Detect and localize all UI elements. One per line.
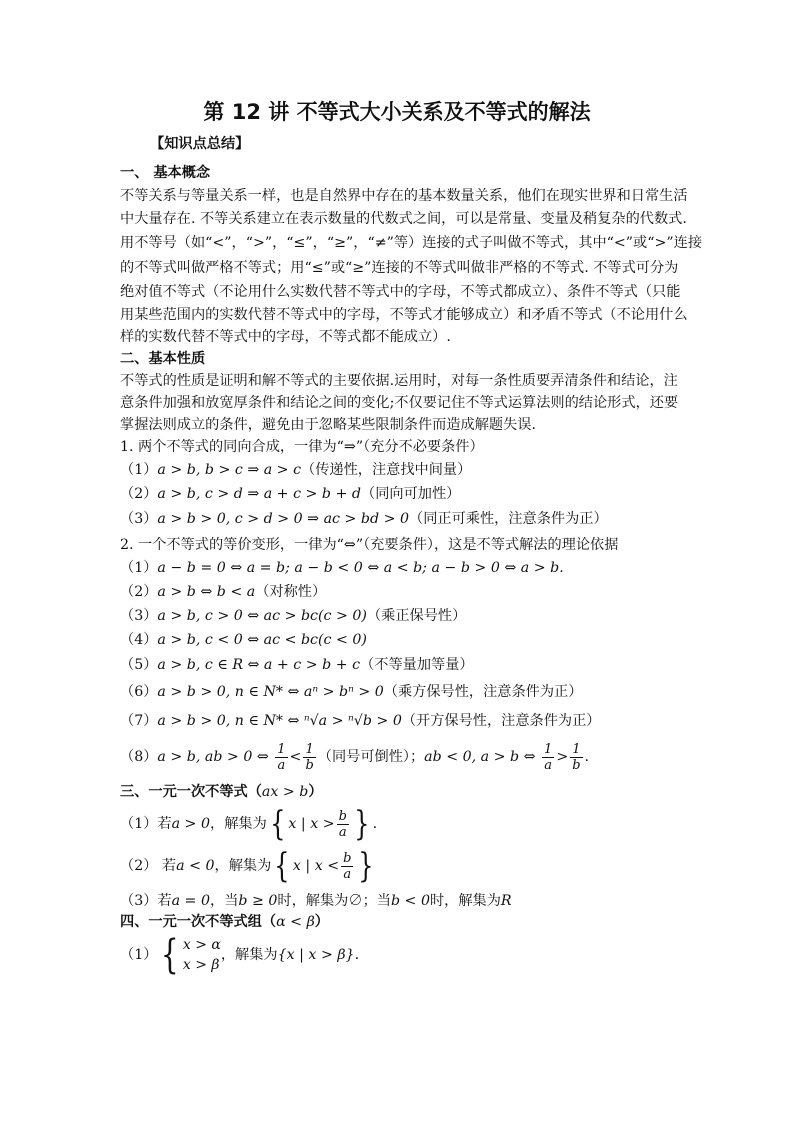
sec1-heading: 一、 基本概念 (120, 165, 211, 181)
sec1-line: 绝对值不等式（不论用什么实数代替不等式中的字母，不等式都成立）、条件不等式（只能 (120, 284, 681, 300)
property-item: （1）a − b = 0 ⇔ a = b; a − b < 0 ⇔ a < b; a − b > 0 ⇔ a > b. (120, 560, 564, 576)
sec1-line: 样的实数代替不等式中的字母，不等式都不能成立）. (120, 329, 451, 345)
sec3-item-1: （1）若a > 0，解集为 { x | x > $\frac{b}{a}$ } . (120, 804, 378, 844)
sec2-line: 不等式的性质是证明和解不等式的主要依据.运用时，对每一条性质要弄清条件和结论，注 (120, 373, 678, 389)
property-group-1-heading: 1. 两个不等式的同向合成，一律为“⇒”（充分不必要条件） (120, 439, 484, 455)
section-subtitle: 【知识点总结】 (150, 136, 250, 152)
fraction-1-over-a: $\frac{1}{a}$ (544, 741, 553, 773)
fraction-1-over-b: $\frac{1}{b}$ (305, 741, 314, 773)
solution-set: { x | x > $\frac{b}{a}$ } (270, 804, 370, 844)
sec3-item-2: （2） 若a < 0，解集为 { x | x < $\frac{b}{a}$ } (120, 846, 377, 886)
sec3-heading: 三、一元一次不等式（ax > b） (120, 784, 323, 800)
sec3-item-3: （3）若a = 0，当b ≥ 0时，解集为∅；当b < 0时，解集为R (120, 893, 512, 909)
property-item: （3）a > b > 0, c > d > 0 ⇒ ac > bd > 0（同正可乘性，注意条件为正） (120, 511, 608, 527)
fraction-1-over-a: $\frac{1}{a}$ (277, 741, 286, 773)
sec4-item-1: （1） { x > α x > β ，解集为{x | x > β}. (120, 932, 360, 978)
property-item: （2）a > b, c > d ⇒ a + c > b + d（同向可加性） (120, 486, 461, 502)
property-item: （4）a > b, c < 0 ⇔ ac < bc(c < 0) (120, 632, 367, 648)
sec1-line: 不等关系与等量关系一样，也是自然界中存在的基本数量关系，他们在现实世界和日常生活 (120, 188, 688, 204)
sec1-line: 中大量存在. 不等关系建立在表示数量的代数式之间，可以是常量、变量及稍复杂的代数式. (120, 211, 687, 227)
page-title: 第 12 讲 不等式大小关系及不等式的解法 (203, 100, 591, 124)
sec1-line: 的不等式叫做严格不等式；用“≤”或“≥”连接的不等式叫做非严格的不等式. 不等式可分为 (120, 260, 679, 276)
sec4-heading: 四、一元一次不等式组（α < β） (120, 914, 329, 930)
property-item: （3）a > b, c > 0 ⇔ ac > bc(c > 0)（乘正保号性） (120, 608, 467, 624)
property-item: （5）a > b, c ∈ R ⇔ a + c > b + c（不等量加等量） (120, 657, 474, 673)
property-item: （2）a > b ⇔ b < a（对称性） (120, 584, 327, 600)
sec2-line: 意条件加强和放宽厚条件和结论之间的变化;不仅要记住不等式运算法则的结论形式，还要 (120, 395, 679, 411)
sec1-line: 用不等号（如“<”，“>”，“≤”，“≥”，“≠”等）连接的式子叫做不等式，其中“<”或“>”连接 (120, 235, 703, 251)
property-item: （6）a > b > 0, n ∈ N* ⇔ aⁿ > bⁿ > 0（乘方保号性，注意条件为正） (120, 684, 583, 700)
sec1-line: 用某些范围内的实数代替不等式中的字母，不等式才能够成立）和矛盾不等式（不论用什么 (120, 307, 688, 323)
property-item-8: （8）a > b, ab > 0 ⇔ $\frac{1}{a}$ < $\frac{1}{b}$ （同号可倒性）；ab < 0, a > b ⇔ $\frac{1}{a}$ > $\frac{1}{b}$ . (120, 741, 590, 773)
sec2-heading: 二、基本性质 (120, 351, 206, 367)
solution-set: { x | x < $\frac{b}{a}$ } (274, 846, 374, 886)
inequality-system: { x > α x > β (161, 932, 221, 978)
property-group-2-heading: 2. 一个不等式的等价变形，一律为“⇔”（充要条件），这是不等式解法的理论依据 (120, 537, 619, 553)
property-item: （7）a > b > 0, n ∈ N* ⇔ ⁿ√a > ⁿ√b > 0（开方保号性，注意条件为正） (120, 713, 601, 729)
sec2-line: 掌握法则成立的条件，避免由于忽略某些限制条件而造成解题失误. (120, 417, 536, 433)
fraction-1-over-b: $\frac{1}{b}$ (572, 741, 581, 773)
property-item: （1）a > b, b > c ⇒ a > c（传递性，注意找中间量） (120, 462, 472, 478)
